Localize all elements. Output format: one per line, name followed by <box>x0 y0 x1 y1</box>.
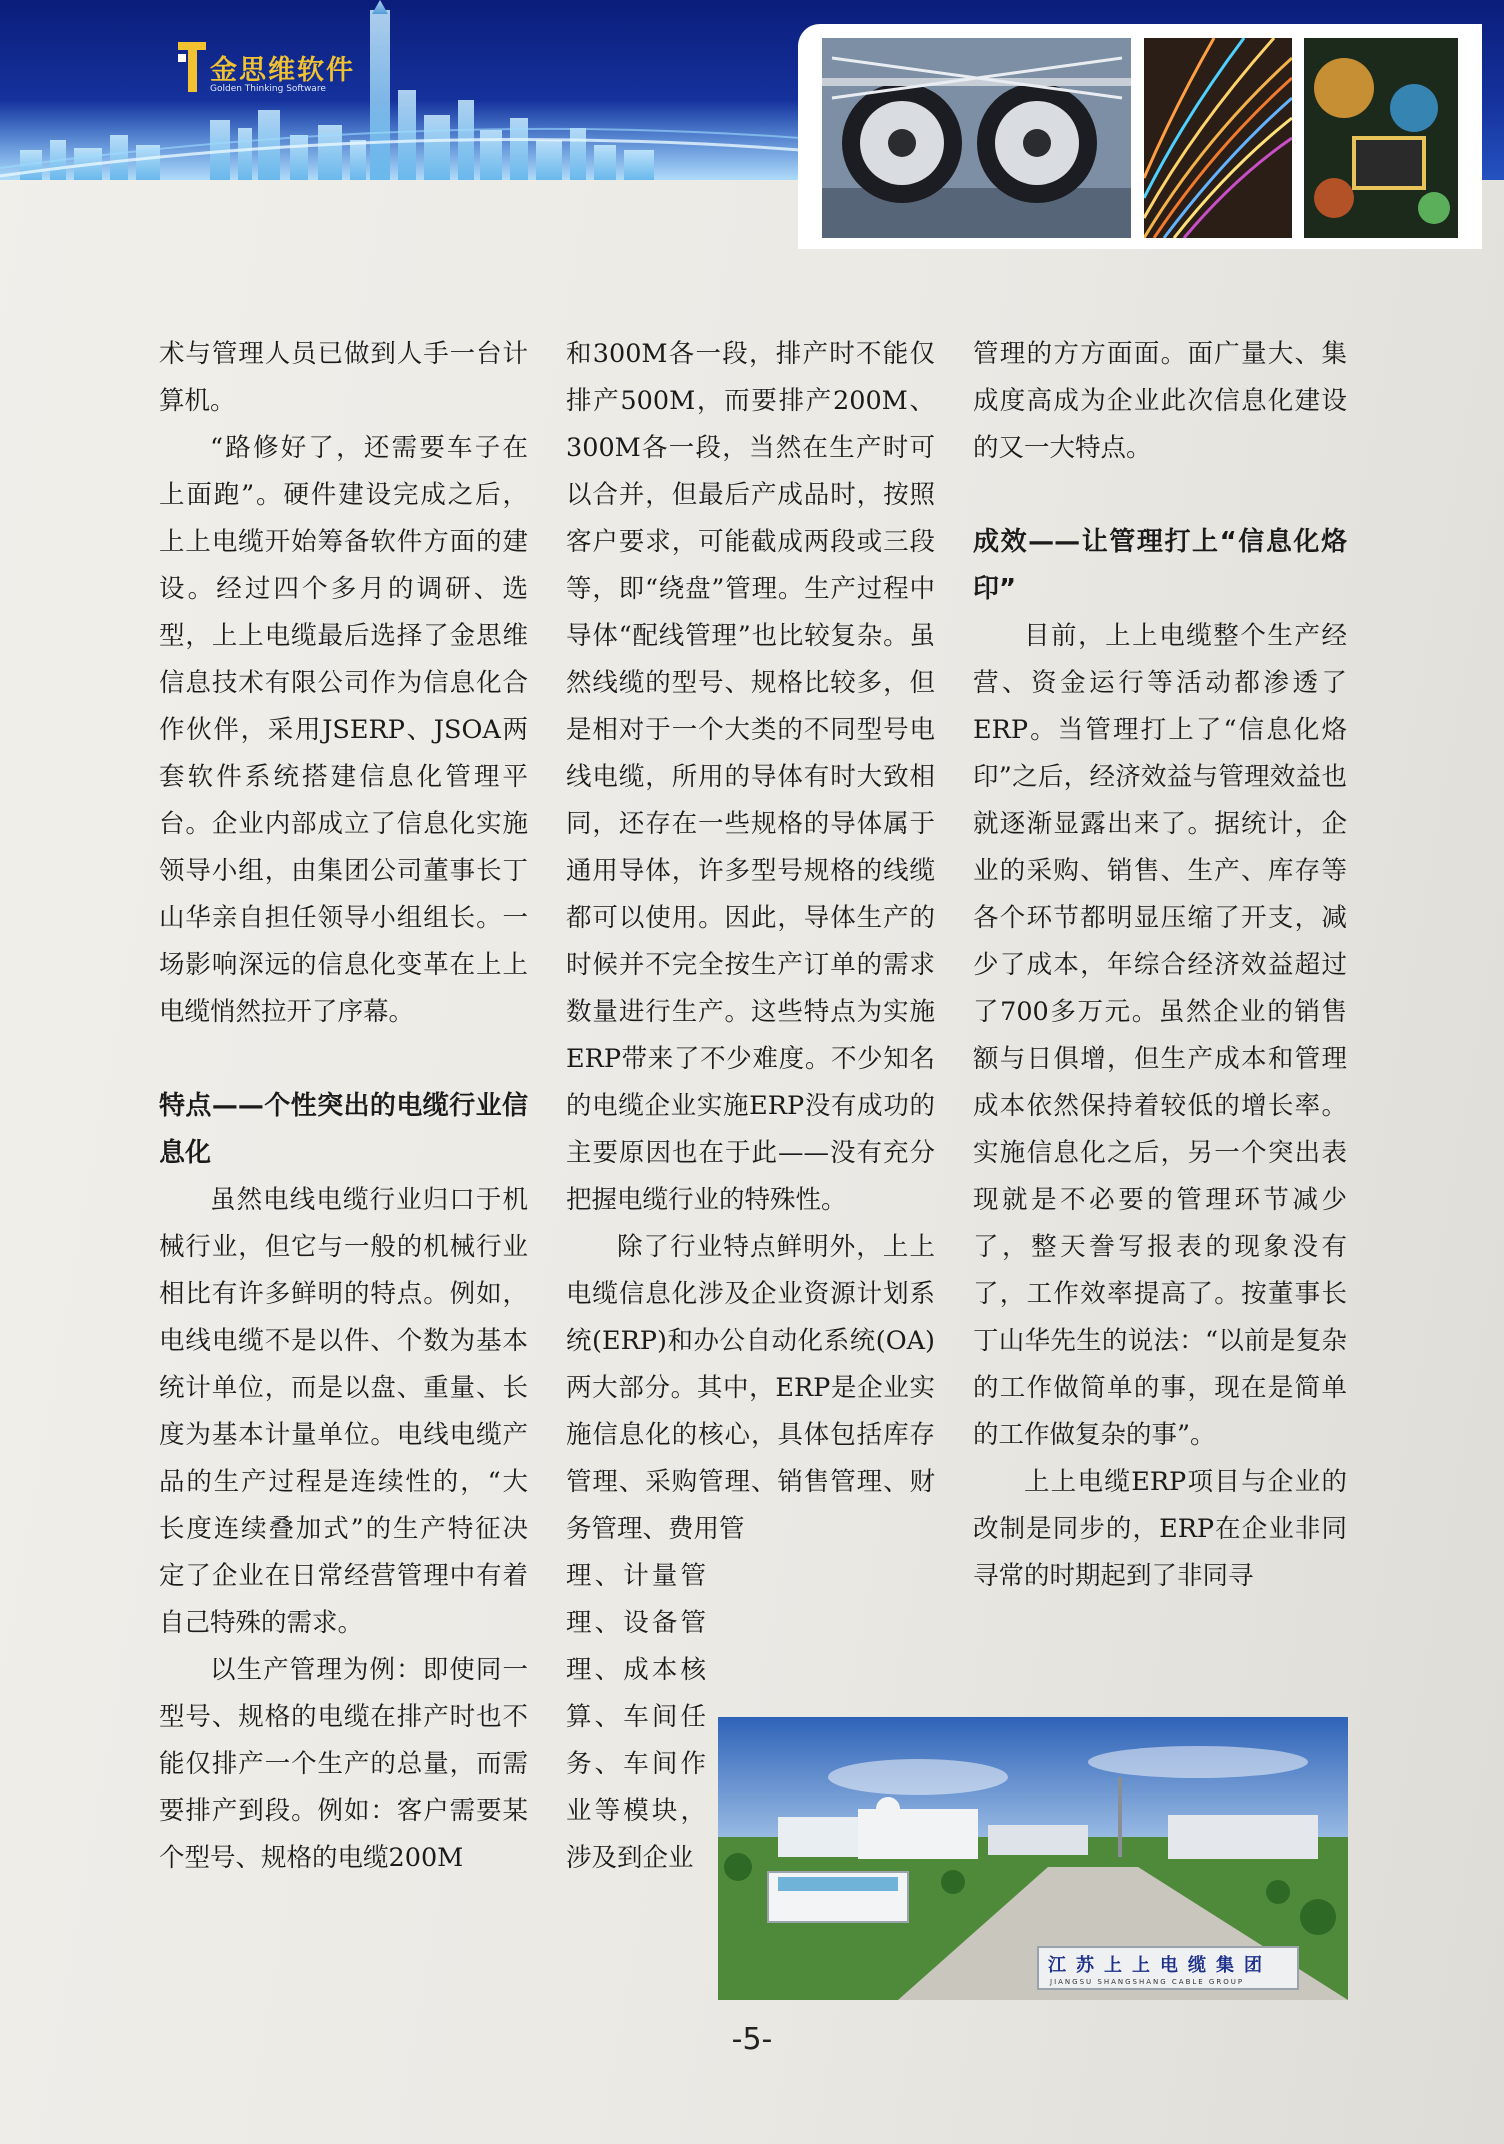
paragraph: 术与管理人员已做到人手一台计算机。 <box>159 339 528 416</box>
logo-subtitle: Golden Thinking Software <box>210 84 326 94</box>
section-heading-features: 特点——个性突出的电缆行业信息化 <box>159 1091 528 1168</box>
paragraph: 目前，上上电缆整个生产经营、资金运行等活动都渗透了ERP。当管理打上了“信息化烙印”之后，经济效益与管理效益也就逐渐显露出来了。据统计，企业的采购、销售、生产、库存等各个环节都明显压缩了开支，减少了成本，年综合经济效益超过了700多万元。虽然企业的销售额与日俱增，但生产成本和管理成本依然保持着较低的增长率。实施信息化之后，另一个突出表现就是不必要的管理环节减少了，整天誊写报表的现象没有了，工作效率提高了。按董事长丁山华先生的说法：“以前是复杂的工作做简单的事，现在是简单的工作做复杂的事”。 <box>973 621 1347 1450</box>
paragraph: 和300M各一段，排产时不能仅排产500M，而要排产200M、300M各一段，当然在生产时可以合并，但最后产成品时，按照客户要求，可能截成两段或三段等，即“绕盘”管理。生产过程中导体“配线管理”也比较复杂。虽然线缆的型号、规格比较多，但是相对于一个大类的不同型号电线电缆，所用的导体有时大致相同，还存在一些规格的导体属于通用导体，许多型号规格的线缆都可以使用。因此，导体生产的时候并不完全按生产订单的需求数量进行生产。这些特点为实施ERP带来了不少难度。不少知名的电缆企业实施ERP没有成功的主要原因也在于此——没有充分把握电缆行业的特殊性。 <box>566 339 935 1215</box>
logo-mark-icon <box>178 42 208 94</box>
paragraph: 除了行业特点鲜明外，上上电缆信息化涉及企业资源计划系统(ERP)和办公自动化系统(OA)两大部分。其中，ERP是企业实施信息化的核心，具体包括库存管理、采购管理、销售管理、财务管理、费用管 <box>566 1232 935 1544</box>
factory-campus-photo <box>718 1717 1348 2000</box>
electronic-components-photo <box>1304 38 1458 238</box>
paragraph: 虽然电线电缆行业归口于机械行业，但它与一般的机械行业相比有许多鲜明的特点。例如，电线电缆不是以件、个数为基本统计单位，而是以盘、重量、长度为基本计量单位。电线电缆产品的生产过程是连续性的，“大长度连续叠加式”的生产特征决定了企业在日常经营管理中有着自己特殊的需求。 <box>159 1185 528 1638</box>
section-heading-results: 成效——让管理打上“信息化烙印” <box>973 527 1347 604</box>
paragraph-wrapped-around-photo: 理、计量管理、设备管理、成本核算、车间任务、车间作业等模块，涉及到企业 <box>566 1561 706 1873</box>
page-number: -5- <box>731 2022 773 2057</box>
spacer <box>973 472 1347 519</box>
factory-sign-text: 江苏上上电缆集团 <box>1048 1955 1272 1976</box>
cable-machinery-photo <box>822 38 1131 238</box>
logo-name: 金思维软件 <box>210 55 355 86</box>
paragraph: 上上电缆ERP项目与企业的改制是同步的，ERP在企业非同寻常的时期起到了非同寻 <box>973 1467 1347 1591</box>
paragraph: 以生产管理为例：即使同一型号、规格的电缆在排产时也不能仅排产一个生产的总量，而需要排产到段。例如：客户需要某个型号、规格的电缆200M <box>159 1655 528 1873</box>
header-photo-panel <box>798 24 1482 249</box>
paragraph: 管理的方方面面。面广量大、集成度高成为企业此次信息化建设的又一大特点。 <box>973 339 1347 463</box>
factory-sign-text-en: JIANGSU SHANGSHANG CABLE GROUP <box>1050 1978 1245 1986</box>
city-skyline-illustration <box>0 0 800 180</box>
text-column-3 <box>973 331 1347 1600</box>
spacer <box>159 1036 528 1083</box>
text-column-1 <box>159 331 528 1882</box>
paragraph: “路修好了，还需要车子在上面跑”。硬件建设完成之后，上上电缆开始筹备软件方面的建设。经过四个多月的调研、选型，上上电缆最后选择了金思维信息技术有限公司作为信息化合作伙伴，采用JSERP、JSOA两套软件系统搭建信息化管理平台。企业内部成立了信息化实施领导小组，由集团公司董事长丁山华亲自担任领导小组组长。一场影响深远的信息化变革在上上电缆悄然拉开了序幕。 <box>159 433 528 1027</box>
optical-fiber-photo <box>1144 38 1292 238</box>
text-column-2 <box>566 331 935 1882</box>
